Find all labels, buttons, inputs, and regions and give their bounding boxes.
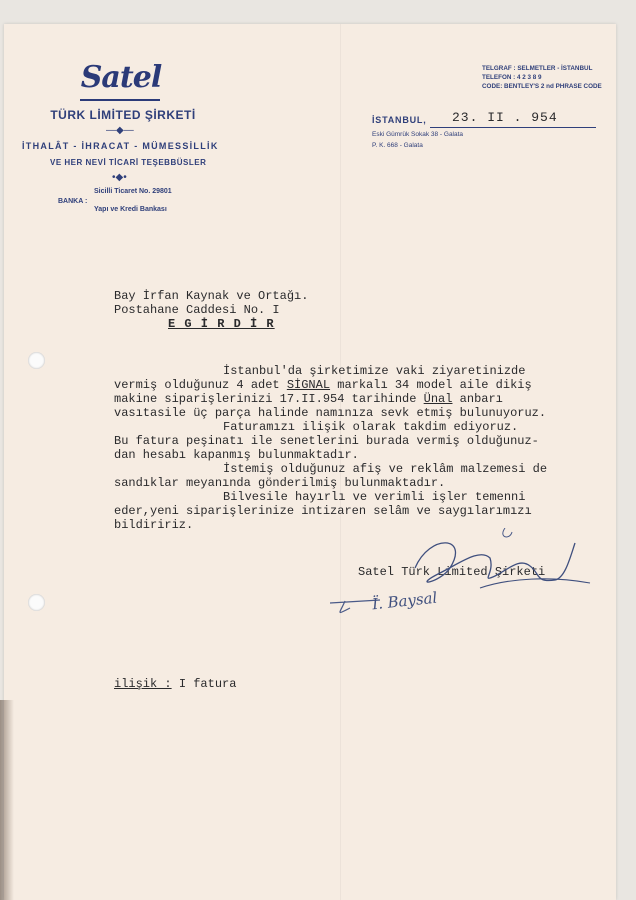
date-line — [430, 127, 596, 128]
body-line10: Bilvesile hayırlı ve verimli işler temenni — [223, 490, 526, 504]
ornament-divider-2: •◆• — [112, 172, 127, 183]
ornament-divider: —◆— — [106, 125, 134, 136]
bank-label: BANKA : — [58, 198, 88, 205]
bank-name: Yapı ve Kredi Bankası — [94, 206, 167, 213]
code-info: CODE: BENTLEY'S 2 nd PHRASE CODE — [482, 83, 602, 90]
activities-line1: İTHALÂT - İHRACAT - MÜMESSİLLİK — [22, 141, 219, 151]
signatory-name: Ï. Baysal — [371, 588, 439, 614]
body-line6: Bu fatura peşinatı ile senetlerini burada vermiş olduğunuz- — [114, 434, 539, 448]
body-line3: makine siparişlerinizi 17.II.954 tarihinde Ünal anbarı — [114, 392, 503, 406]
telephone-info: TELEFON : 4 2 3 8 9 — [482, 74, 542, 81]
carrier-unal: Ünal — [423, 392, 453, 406]
body-line12: bildiririz. — [114, 518, 194, 532]
company-logo: Satel — [80, 60, 162, 95]
telegraph-info: TELGRAF : SELMETLER - İSTANBUL — [482, 65, 593, 72]
address-line2: P. K. 668 - Galata — [372, 142, 423, 149]
body-line7: dan hesabı kapanmış bulunmaktadır. — [114, 448, 359, 462]
body-line2: vermiş olduğunuz 4 adet SİGNAL markalı 34 model aile dikiş — [114, 378, 532, 392]
city-label: İSTANBUL, — [372, 115, 427, 125]
enclosure — [114, 677, 236, 691]
body-line11: eder,yeni siparişlerinize intizaren selâm ve saygılarımızı — [114, 504, 532, 518]
activities-line2: VE HER NEVİ TİCARİ TEŞEBBÜSLER — [50, 158, 207, 167]
body-line8: İstemiş olduğunuz afiş ve reklâm malzemesi de — [223, 462, 548, 476]
enclosure-label: ilişik : — [114, 677, 172, 691]
enclosure-value: I fatura — [178, 677, 237, 691]
body-line4: vasıtasile üç parça halinde namınıza sevk etmiş bulunuyoruz. — [114, 406, 547, 420]
address-line1: Eski Gümrük Sokak 38 - Galata — [372, 131, 464, 138]
recipient-line1: Bay İrfan Kaynak ve Ortağı. — [114, 289, 309, 303]
edge-shadow — [0, 700, 14, 900]
company-name: TÜRK LİMİTED ŞİRKETİ — [50, 108, 196, 122]
punch-hole-bottom — [28, 594, 45, 611]
body-line1: İstanbul'da şirketimize vaki ziyaretinizde — [223, 364, 526, 378]
punch-hole-top — [28, 352, 45, 369]
trade-registry: Sicilli Ticaret No. 29801 — [94, 188, 172, 195]
signature-company: Satel Türk Limited Şirketi — [358, 565, 546, 579]
letter-date: 23. II . 954 — [452, 110, 558, 125]
logo-underline — [80, 99, 160, 101]
body-line9: sandıklar meyanında gönderilmiş bulunmaktadır. — [114, 476, 446, 490]
body-line5: Faturamızı ilişik olarak takdim ediyoruz. — [223, 420, 519, 434]
recipient-line2: Postahane Caddesi No. I — [114, 303, 280, 317]
brand-signal: SİGNAL — [286, 378, 331, 392]
recipient-city: E G İ R D İ R — [168, 317, 275, 331]
handwritten-signature — [320, 528, 600, 628]
